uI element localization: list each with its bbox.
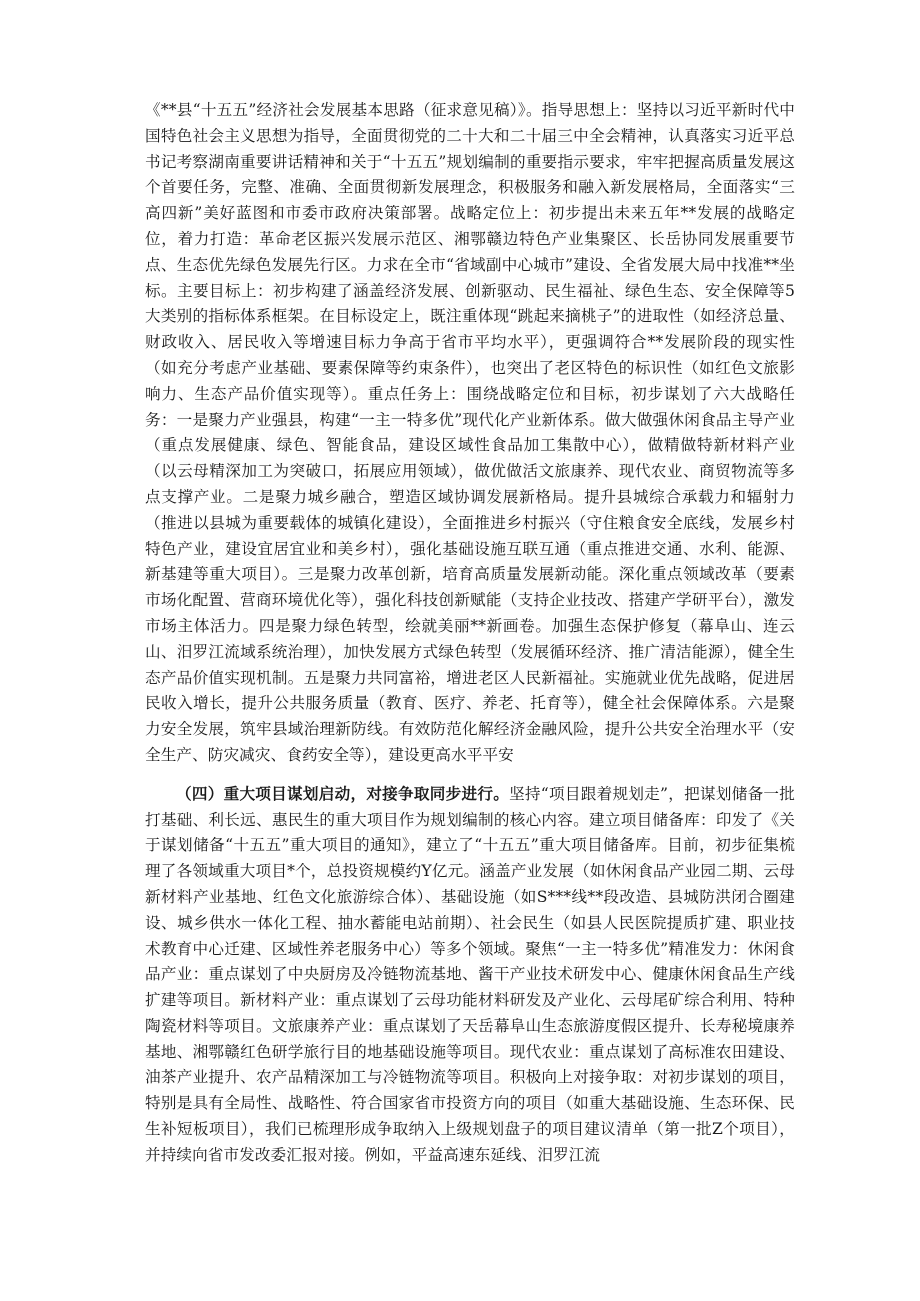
- document-page: [145, 98, 795, 1169]
- section-heading-four: （四）重大项目谋划启动，对接争取同步进行。: [176, 783, 510, 803]
- paragraph-major-projects-body: 坚持“项目跟着规划走”，把谋划储备一批打基础、利长远、惠民生的重大项目作为规划编制的核心内容。建立项目储备库：印发了《关于谋划储备“十五五”重大项目的通知》，建立了“十五五”重大项目储备库。目前，初步征集梳理了各领域重大项目*个，总投资规模约Y亿元。涵盖产业发展（如休闲食品产业园二期、云母新材料产业基地、红色文化旅游综合体）、基础设施（如S***线**段改造、县城防洪闭合圈建设、城乡供水一体化工程、抽水蓄能电站前期）、社会民生（如县人民医院提质扩建、职业技术教育中心迁建、区域性养老服务中心）等多个领域。聚焦“一主一特多优”精准发力：休闲食品产业：重点谋划了中央厨房及冷链物流基地、酱干产业技术研发中心、健康休闲食品生产线扩建等项目。新材料产业：重点谋划了云母功能材料研发及产业化、云母尾矿综合利用、特种陶瓷材料等项目。文旅康养产业：重点谋划了天岳幕阜山生态旅游度假区提升、长寿秘境康养基地、湘鄂赣红色研学旅行目的地基础设施等项目。现代农业：重点谋划了高标准农田建设、油茶产业提升、农产品精深加工与冷链物流等项目。积极向上对接争取：对初步谋划的项目，特别是具有全局性、战略性、符合国家省市投资方向的项目（如重大基础设施、生态环保、民生补短板项目），我们已梳理形成争取纳入上级规划盘子的项目建议清单（第一批Z个项目），并持续向省市发改委汇报对接。例如，平益高速东延线、汨罗江流: [145, 784, 795, 1164]
- paragraph-major-projects: [145, 781, 795, 1169]
- paragraph-guiding-ideas: 《**县“十五五”经济社会发展基本思路（征求意见稿）》。指导思想上：坚持以习近平新时代中国特色社会主义思想为指导，全面贯彻党的二十大和二十届三中全会精神，认真落实习近平总书记考察湖南重要讲话精神和关于“十五五”规划编制的重要指示要求，牢牢把握高质量发展这个首要任务，完整、准确、全面贯彻新发展理念，积极服务和融入新发展格局，全面落实“三高四新”美好蓝图和市委市政府决策部署。战略定位上：初步提出未来五年**发展的战略定位，着力打造：革命老区振兴发展示范区、湘鄂赣边特色产业集聚区、长岳协同发展重要节点、生态优先绿色发展先行区。力求在全市“省域副中心城市”建设、全省发展大局中找准**坐标。主要目标上：初步构建了涵盖经济发展、创新驱动、民生福祉、绿色生态、安全保障等5大类别的指标体系框架。在目标设定上，既注重体现“跳起来摘桃子”的进取性（如经济总量、财政收入、居民收入等增速目标力争高于省市平均水平），更强调符合**发展阶段的现实性（如充分考虑产业基础、要素保障等约束条件），也突出了老区特色的标识性（如红色文旅影响力、生态产品价值实现等）。重点任务上：围绕战略定位和目标，初步谋划了六大战略任务：一是聚力产业强县，构建“一主一特多优”现代化产业新体系。做大做强休闲食品主导产业（重点发展健康、绿色、智能食品，建设区域性食品加工集散中心），做精做特新材料产业（以云母精深加工为突破口，拓展应用领域），做优做活文旅康养、现代农业、商贸物流等多点支撑产业。二是聚力城乡融合，塑造区域协调发展新格局。提升县城综合承载力和辐射力（推进以县城为重要载体的城镇化建设），全面推进乡村振兴（守住粮食安全底线，发展乡村特色产业，建设宜居宜业和美乡村），强化基础设施互联互通（重点推进交通、水利、能源、新基建等重大项目）。三是聚力改革创新，培育高质量发展新动能。深化重点领域改革（要素市场化配置、营商环境优化等），强化科技创新赋能（支持企业技改、搭建产学研平台），激发市场主体活力。四是聚力绿色转型，绘就美丽**新画卷。加强生态保护修复（幕阜山、连云山、汨罗江流域系统治理），加快发展方式绿色转型（发展循环经济、推广清洁能源），健全生态产品价值实现机制。五是聚力共同富裕，增进老区人民新福祉。实施就业优先战略，促进居民收入增长，提升公共服务质量（教育、医疗、养老、托育等），健全社会保障体系。六是聚力安全发展，筑牢县域治理新防线。有效防范化解经济金融风险，提升公共安全治理水平（安全生产、防灾减灾、食药安全等），建设更高水平平安: [145, 101, 795, 764]
